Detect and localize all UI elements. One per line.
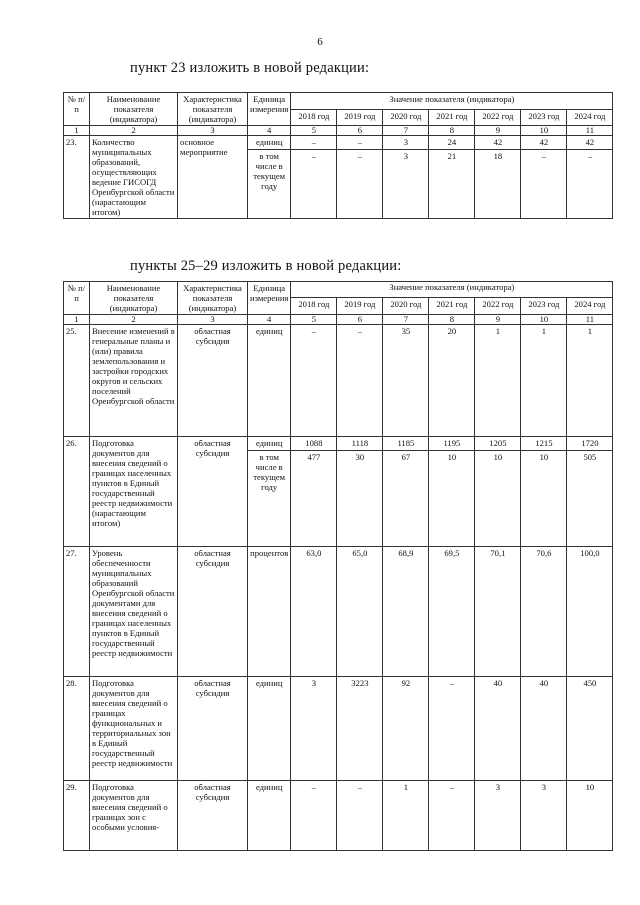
column-number: 7 bbox=[383, 126, 429, 136]
header-year-2024: 2024 год bbox=[567, 109, 613, 126]
value-total: 42 bbox=[585, 137, 595, 147]
value-cell bbox=[429, 437, 475, 547]
section-heading-23: пункт 23 изложить в новой редакции: bbox=[130, 60, 370, 76]
header-characteristic: Характеристика показателя (индикатора) bbox=[178, 282, 248, 315]
value-total: 3 bbox=[403, 137, 409, 147]
value-cell: 68,9 bbox=[383, 547, 429, 677]
header-value-group: Значение показателя (индикатора) bbox=[291, 282, 613, 298]
column-number: 2 bbox=[90, 315, 178, 325]
indicator-characteristic: областная субсидия bbox=[178, 437, 248, 547]
column-number: 1 bbox=[64, 315, 90, 325]
row-number: 25. bbox=[64, 325, 90, 437]
value-cell bbox=[521, 437, 567, 547]
value-total: 42 bbox=[493, 137, 503, 147]
header-year-2023: 2023 год bbox=[521, 297, 567, 314]
column-number: 3 bbox=[178, 126, 248, 136]
value-cell: 10 bbox=[567, 781, 613, 851]
indicator-characteristic: областная субсидия bbox=[178, 781, 248, 851]
value-cell: 3 bbox=[291, 677, 337, 781]
value-cell: 20 bbox=[429, 325, 475, 437]
value-cell: 35 bbox=[383, 325, 429, 437]
table-row bbox=[64, 437, 613, 547]
value-current-year: – bbox=[521, 149, 566, 161]
value-cell bbox=[291, 437, 337, 547]
header-year-2020: 2020 год bbox=[383, 297, 429, 314]
value-cell bbox=[475, 437, 521, 547]
unit-total: единиц bbox=[255, 438, 283, 448]
header-year-2018: 2018 год bbox=[291, 109, 337, 126]
header-no: № п/п bbox=[64, 282, 90, 315]
column-number: 11 bbox=[567, 126, 613, 136]
value-total: 42 bbox=[539, 137, 549, 147]
value-cell: 1 bbox=[567, 325, 613, 437]
value-current-year: 10 bbox=[429, 450, 474, 462]
table-row bbox=[64, 781, 613, 851]
column-number: 4 bbox=[248, 126, 291, 136]
value-total: 24 bbox=[447, 137, 457, 147]
header-unit: Единица измерения bbox=[248, 282, 291, 315]
value-cell bbox=[521, 136, 567, 219]
indicator-name: Подготовка документов для внесения сведений о границах функциональных и территориальных зон в Единый государственный реестр недвижимости bbox=[90, 677, 178, 781]
column-number: 5 bbox=[291, 126, 337, 136]
header-no: № п/п bbox=[64, 93, 90, 126]
value-cell: – bbox=[337, 781, 383, 851]
page-number: 6 bbox=[317, 36, 323, 48]
value-cell: 40 bbox=[521, 677, 567, 781]
table-row bbox=[64, 136, 613, 219]
value-cell: 70,1 bbox=[475, 547, 521, 677]
value-cell bbox=[337, 136, 383, 219]
value-cell: 65,0 bbox=[337, 547, 383, 677]
value-cell: 70,6 bbox=[521, 547, 567, 677]
value-current-year: – bbox=[291, 149, 336, 161]
value-total: 1215 bbox=[535, 438, 553, 448]
value-cell: 69,5 bbox=[429, 547, 475, 677]
column-number: 4 bbox=[248, 315, 291, 325]
indicator-name: Подготовка документов для внесения сведений о границах населенных пунктов в Единый государственный реестр недвижимости (нарастающим итогом) bbox=[90, 437, 178, 547]
header-year-2022: 2022 год bbox=[475, 109, 521, 126]
value-current-year: 3 bbox=[383, 149, 428, 161]
value-cell: 450 bbox=[567, 677, 613, 781]
indicator-unit bbox=[248, 136, 291, 219]
column-number: 1 bbox=[64, 126, 90, 136]
column-number: 5 bbox=[291, 315, 337, 325]
row-number: 29. bbox=[64, 781, 90, 851]
value-total: 1088 bbox=[305, 438, 323, 448]
header-year-2022: 2022 год bbox=[475, 297, 521, 314]
column-number-row bbox=[64, 315, 613, 325]
header-name: Наименование показателя (индикатора) bbox=[90, 93, 178, 126]
value-current-year: 21 bbox=[429, 149, 474, 161]
column-number: 3 bbox=[178, 315, 248, 325]
value-cell: 1 bbox=[475, 325, 521, 437]
indicator-table-23 bbox=[63, 92, 613, 219]
value-current-year: 30 bbox=[337, 450, 382, 462]
row-number: 23. bbox=[64, 136, 90, 219]
value-cell: 3223 bbox=[337, 677, 383, 781]
indicator-unit: процентов bbox=[248, 547, 291, 677]
header-unit: Единица измерения bbox=[248, 93, 291, 126]
indicator-name: Количество муниципальных образований, осуществляющих ведение ГИСОГД Оренбургской области (нарастающим итогом) bbox=[90, 136, 178, 219]
value-total: 1195 bbox=[443, 438, 461, 448]
value-cell: – bbox=[291, 325, 337, 437]
value-cell: 40 bbox=[475, 677, 521, 781]
row-number: 26. bbox=[64, 437, 90, 547]
header-year-2021: 2021 год bbox=[429, 109, 475, 126]
value-cell bbox=[429, 136, 475, 219]
indicator-unit: единиц bbox=[248, 325, 291, 437]
value-total: 1185 bbox=[397, 438, 415, 448]
value-cell: 92 bbox=[383, 677, 429, 781]
value-cell: 1 bbox=[521, 325, 567, 437]
header-name: Наименование показателя (индикатора) bbox=[90, 282, 178, 315]
value-total: 1118 bbox=[351, 438, 369, 448]
value-cell: – bbox=[429, 677, 475, 781]
indicator-characteristic: областная субсидия bbox=[178, 325, 248, 437]
indicator-unit: единиц bbox=[248, 677, 291, 781]
value-cell bbox=[291, 136, 337, 219]
value-current-year: 505 bbox=[567, 450, 612, 462]
value-cell bbox=[337, 437, 383, 547]
table-row bbox=[64, 325, 613, 437]
value-cell: 3 bbox=[521, 781, 567, 851]
value-total: – bbox=[357, 137, 363, 147]
column-number: 10 bbox=[521, 126, 567, 136]
indicator-characteristic: основное мероприятие bbox=[178, 136, 248, 219]
column-number: 6 bbox=[337, 126, 383, 136]
column-number: 2 bbox=[90, 126, 178, 136]
value-current-year: 18 bbox=[475, 149, 520, 161]
indicator-unit bbox=[248, 437, 291, 547]
row-number: 28. bbox=[64, 677, 90, 781]
header-year-2023: 2023 год bbox=[521, 109, 567, 126]
value-cell: – bbox=[291, 781, 337, 851]
value-cell bbox=[383, 437, 429, 547]
value-cell: 1 bbox=[383, 781, 429, 851]
value-current-year: 10 bbox=[521, 450, 566, 462]
header-year-2024: 2024 год bbox=[567, 297, 613, 314]
indicator-name: Уровень обеспеченности муниципальных образований Оренбургской области документами для внесения сведений о границах населенных пунктов в Единый государственный реестр недвижимости bbox=[90, 547, 178, 677]
column-number: 8 bbox=[429, 315, 475, 325]
value-cell bbox=[567, 437, 613, 547]
value-total: – bbox=[311, 137, 317, 147]
value-total: 1205 bbox=[489, 438, 507, 448]
header-year-2018: 2018 год bbox=[291, 297, 337, 314]
table-row bbox=[64, 547, 613, 677]
unit-total: единиц bbox=[255, 137, 283, 147]
value-cell bbox=[567, 136, 613, 219]
value-cell bbox=[475, 136, 521, 219]
header-characteristic: Характеристика показателя (индикатора) bbox=[178, 93, 248, 126]
header-value-group: Значение показателя (индикатора) bbox=[291, 93, 613, 110]
column-number: 10 bbox=[521, 315, 567, 325]
indicator-unit: единиц bbox=[248, 781, 291, 851]
indicator-name: Внесение изменений в генеральные планы и (или) правила землепользования и застройки городских округов и сельских поселений Оренбургской области bbox=[90, 325, 178, 437]
row-number: 27. bbox=[64, 547, 90, 677]
unit-current-year: в том числе в текущем году bbox=[248, 450, 290, 492]
value-cell: 100,0 bbox=[567, 547, 613, 677]
value-current-year: – bbox=[337, 149, 382, 161]
column-number-row bbox=[64, 126, 613, 136]
value-total: 1720 bbox=[581, 438, 599, 448]
indicator-characteristic: областная субсидия bbox=[178, 547, 248, 677]
value-cell bbox=[383, 136, 429, 219]
header-year-2019: 2019 год bbox=[337, 297, 383, 314]
value-cell: 3 bbox=[475, 781, 521, 851]
unit-current-year: в том числе в текущем году bbox=[248, 149, 290, 191]
header-year-2019: 2019 год bbox=[337, 109, 383, 126]
section-heading-25-29: пункты 25–29 изложить в новой редакции: bbox=[130, 258, 402, 274]
indicator-table-25-29 bbox=[63, 281, 613, 851]
value-current-year: 67 bbox=[383, 450, 428, 462]
value-current-year: – bbox=[567, 149, 612, 161]
value-current-year: 10 bbox=[475, 450, 520, 462]
value-cell: – bbox=[429, 781, 475, 851]
column-number: 9 bbox=[475, 315, 521, 325]
value-cell: – bbox=[337, 325, 383, 437]
indicator-name: Подготовка документов для внесения сведений о границах зон с особыми условия- bbox=[90, 781, 178, 851]
header-year-2021: 2021 год bbox=[429, 297, 475, 314]
column-number: 9 bbox=[475, 126, 521, 136]
indicator-characteristic: областная субсидия bbox=[178, 677, 248, 781]
table-row bbox=[64, 677, 613, 781]
header-year-2020: 2020 год bbox=[383, 109, 429, 126]
column-number: 11 bbox=[567, 315, 613, 325]
column-number: 8 bbox=[429, 126, 475, 136]
value-current-year: 477 bbox=[291, 450, 336, 462]
column-number: 6 bbox=[337, 315, 383, 325]
column-number: 7 bbox=[383, 315, 429, 325]
value-cell: 63,0 bbox=[291, 547, 337, 677]
